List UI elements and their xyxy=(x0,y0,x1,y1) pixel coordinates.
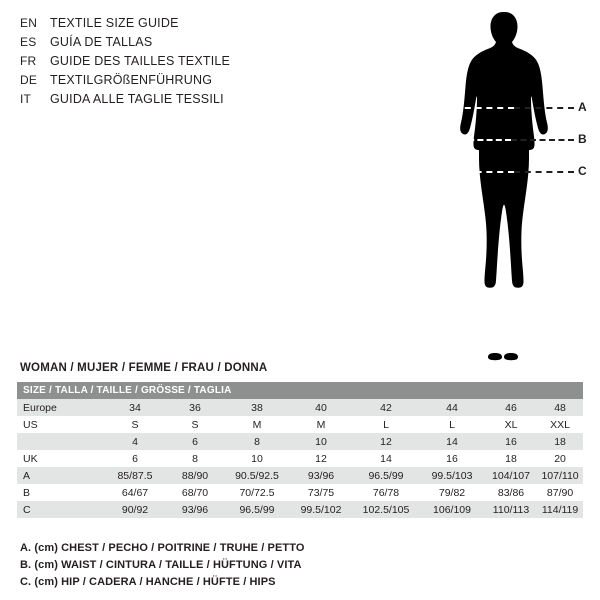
measurement-figure xyxy=(430,8,590,368)
cell: 99.5/102 xyxy=(289,501,353,518)
cell: 8 xyxy=(165,450,225,467)
cell: 6 xyxy=(165,433,225,450)
cell: 48 xyxy=(537,399,583,416)
language-title-list xyxy=(20,14,420,109)
cell: 93/96 xyxy=(289,467,353,484)
language-row xyxy=(20,14,420,33)
language-title: GUIDE DES TAILLES TEXTILE xyxy=(50,54,231,68)
cell: 36 xyxy=(165,399,225,416)
row-label: Europe xyxy=(17,399,105,416)
cell: 6 xyxy=(105,450,165,467)
measure-label-a: A xyxy=(578,100,587,114)
cell: XL xyxy=(485,416,537,433)
language-code: ES xyxy=(20,35,37,49)
female-silhouette-icon xyxy=(448,8,558,368)
cell: 79/82 xyxy=(419,484,485,501)
cell: 93/96 xyxy=(165,501,225,518)
language-title: TEXTILGRÖßENFÜHRUNG xyxy=(50,73,213,87)
cell: 14 xyxy=(419,433,485,450)
waist-measure-leader xyxy=(511,139,574,141)
cell: 88/90 xyxy=(165,467,225,484)
cell: 85/87.5 xyxy=(105,467,165,484)
cell: M xyxy=(289,416,353,433)
cell: 87/90 xyxy=(537,484,583,501)
cell: 40 xyxy=(289,399,353,416)
measurement-notes xyxy=(20,540,580,591)
cell: 10 xyxy=(225,450,289,467)
language-row xyxy=(20,71,420,90)
row-label: US xyxy=(17,416,105,433)
language-code: EN xyxy=(20,16,38,30)
note-b: B. (cm) WAIST / CINTURA / TAILLE / HÜFTUNG / VITA xyxy=(20,559,302,571)
cell: L xyxy=(419,416,485,433)
language-title: GUIDA ALLE TAGLIE TESSILI xyxy=(50,92,224,106)
cell: 16 xyxy=(419,450,485,467)
cell: 90/92 xyxy=(105,501,165,518)
language-row xyxy=(20,52,420,71)
table-header-label: SIZE / TALLA / TAILLE / GRÖSSE / TAGLIA xyxy=(17,382,583,399)
hip-measure-leader xyxy=(514,171,574,173)
language-code: DE xyxy=(20,73,38,87)
cell: M xyxy=(225,416,289,433)
chest-measure-leader xyxy=(514,107,574,109)
cell: 83/86 xyxy=(485,484,537,501)
cell: 70/72.5 xyxy=(225,484,289,501)
cell: L xyxy=(353,416,419,433)
cell: 4 xyxy=(105,433,165,450)
cell: 96.5/99 xyxy=(225,501,289,518)
cell: 68/70 xyxy=(165,484,225,501)
chest-measure-line xyxy=(454,107,514,109)
row-label: UK xyxy=(17,450,105,467)
cell: 42 xyxy=(353,399,419,416)
table-row xyxy=(17,484,583,501)
cell: XXL xyxy=(537,416,583,433)
cell: 106/109 xyxy=(419,501,485,518)
measure-label-c: C xyxy=(578,164,587,178)
cell: S xyxy=(165,416,225,433)
note-a: A. (cm) CHEST / PECHO / POITRINE / TRUHE / PETTO xyxy=(20,542,305,554)
cell: 18 xyxy=(537,433,583,450)
section-heading: WOMAN / MUJER / FEMME / FRAU / DONNA xyxy=(20,362,268,374)
cell: 110/113 xyxy=(485,501,537,518)
measure-label-b: B xyxy=(578,132,587,146)
cell: 44 xyxy=(419,399,485,416)
cell: 38 xyxy=(225,399,289,416)
note-c: C. (cm) HIP / CADERA / HANCHE / HÜFTE / HIPS xyxy=(20,576,276,588)
table-row xyxy=(17,399,583,416)
cell: 64/67 xyxy=(105,484,165,501)
cell: 76/78 xyxy=(353,484,419,501)
table-row xyxy=(17,450,583,467)
cell: 46 xyxy=(485,399,537,416)
cell: 20 xyxy=(537,450,583,467)
cell: 73/75 xyxy=(289,484,353,501)
cell: 34 xyxy=(105,399,165,416)
language-row xyxy=(20,33,420,52)
row-label xyxy=(17,433,105,450)
hip-measure-line xyxy=(454,171,514,173)
cell: 99.5/103 xyxy=(419,467,485,484)
cell: 107/110 xyxy=(537,467,583,484)
row-label: C xyxy=(17,501,105,518)
cell: 16 xyxy=(485,433,537,450)
cell: 90.5/92.5 xyxy=(225,467,289,484)
table-row xyxy=(17,416,583,433)
cell: 12 xyxy=(289,450,353,467)
row-label: B xyxy=(17,484,105,501)
size-table xyxy=(17,382,583,518)
cell: 114/119 xyxy=(537,501,583,518)
table-header-row xyxy=(17,382,583,399)
table-row xyxy=(17,433,583,450)
table-row xyxy=(17,501,583,518)
waist-measure-line xyxy=(459,139,511,141)
cell: 96.5/99 xyxy=(353,467,419,484)
cell: 14 xyxy=(353,450,419,467)
cell: S xyxy=(105,416,165,433)
cell: 18 xyxy=(485,450,537,467)
cell: 104/107 xyxy=(485,467,537,484)
language-code: IT xyxy=(20,92,32,106)
cell: 12 xyxy=(353,433,419,450)
row-label: A xyxy=(17,467,105,484)
cell: 10 xyxy=(289,433,353,450)
table-row xyxy=(17,467,583,484)
language-title: TEXTILE SIZE GUIDE xyxy=(50,16,179,30)
language-row xyxy=(20,90,420,109)
language-code: FR xyxy=(20,54,37,68)
language-title: GUÍA DE TALLAS xyxy=(50,35,153,49)
cell: 102.5/105 xyxy=(353,501,419,518)
cell: 8 xyxy=(225,433,289,450)
